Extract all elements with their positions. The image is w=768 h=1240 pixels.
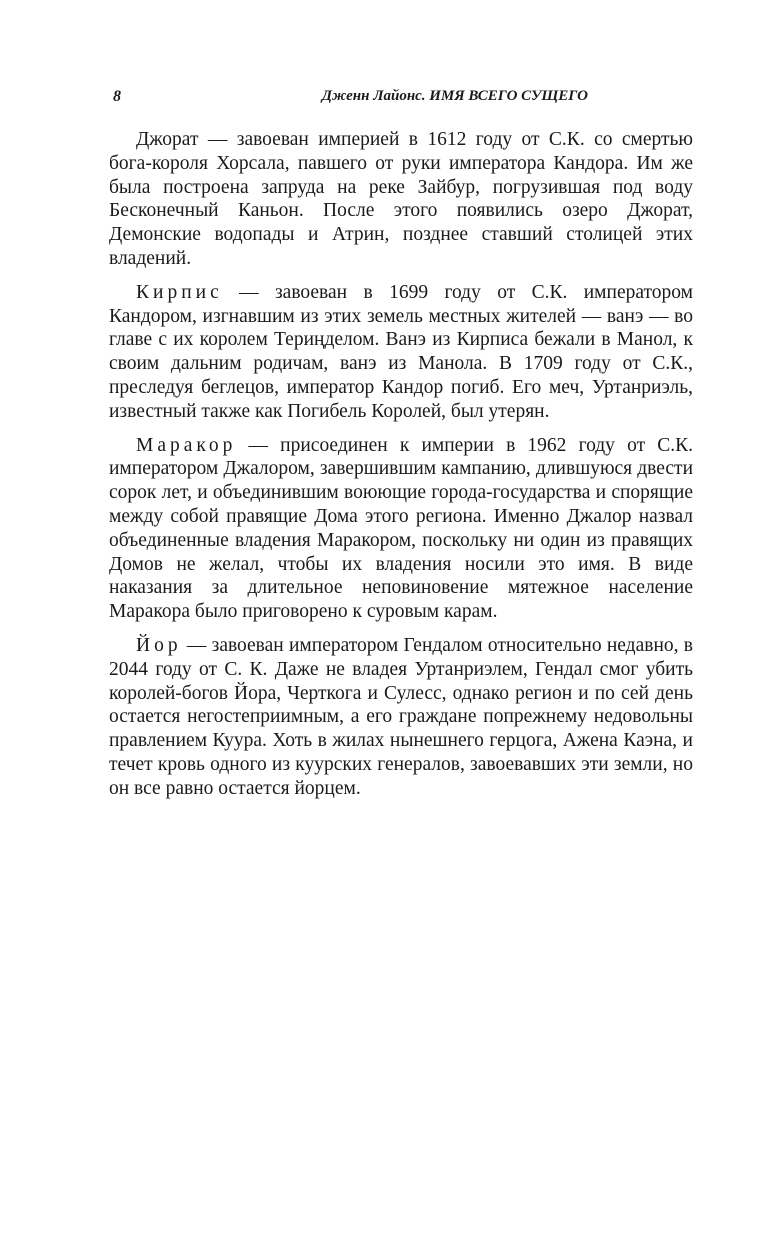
entry-kirpis [109,281,693,424]
entry-text: — завоеван императором Гендалом относительно недавно, в 2044 году от С. К. Даже не владея Уртанриэлем, Гендал смог убить королей-богов Йора, Черткога и Сулесс, однако регион и по сей день остается негостеприимным, а его граждане попрежнему недовольны правлением Куура. Хоть в жилах нынешнего герцога, Ажена Каэна, и течет кровь одного из куурских генералов, завоевавших эти земли, но он все равно остается йорцем. [109,634,693,799]
entry-term: Маракор [136,434,237,456]
entry-term: Йор [136,634,182,656]
entry-text: — присоединен к империи в 1962 году от С.К. императором Джалором, завершившим кампанию, длившуюся двести сорок лет, и объединившим воюющие города-государства и спорящие между собой правящие Дома этого региона. Именно Джалор назвал объединенные владения Маракором, поскольку ни один из правящих Домов не желал, чтобы их владения носили это имя. В виде наказания за длительное неповиновение мятежное население Маракора было приговорено к суровым карам. [109,434,693,623]
page-number: 8 [113,88,121,105]
entry-text: — завоеван в 1699 году от С.К. императором Кандором, изгнавшим из этих земель местных жителей — ванэ — во главе с их королем Териңделом. Ванэ из Кирписа бежали в Манол, к своим дальним родичам, ванэ из Манола. В 1709 году от С.К., преследуя беглецов, император Кандор погиб. Его меч, Уртанриэль, известный также как Погибель Королей, был утерян. [109,281,693,422]
entry-text: Джорат — завоеван империей в 1612 году от С.К. со смертью бога-короля Хорсала, павшего от руки императора Кандора. Им же была построена запруда на реке Зайбур, погрузившая под воду Бесконечный Каньон. После этого появились озеро Джорат, Демонские водопады и Атрин, позднее ставший столицей этих владений. [109,129,693,269]
running-head: Дженн Лайонс. ИМЯ ВСЕГО СУЩЕГО [321,88,588,104]
entry-term: Кирпис [136,281,223,303]
entry-marakor [109,434,693,624]
entry-jorat [109,128,693,271]
entry-yor [109,634,693,801]
glossary-body [109,128,693,811]
page-header [113,88,588,108]
